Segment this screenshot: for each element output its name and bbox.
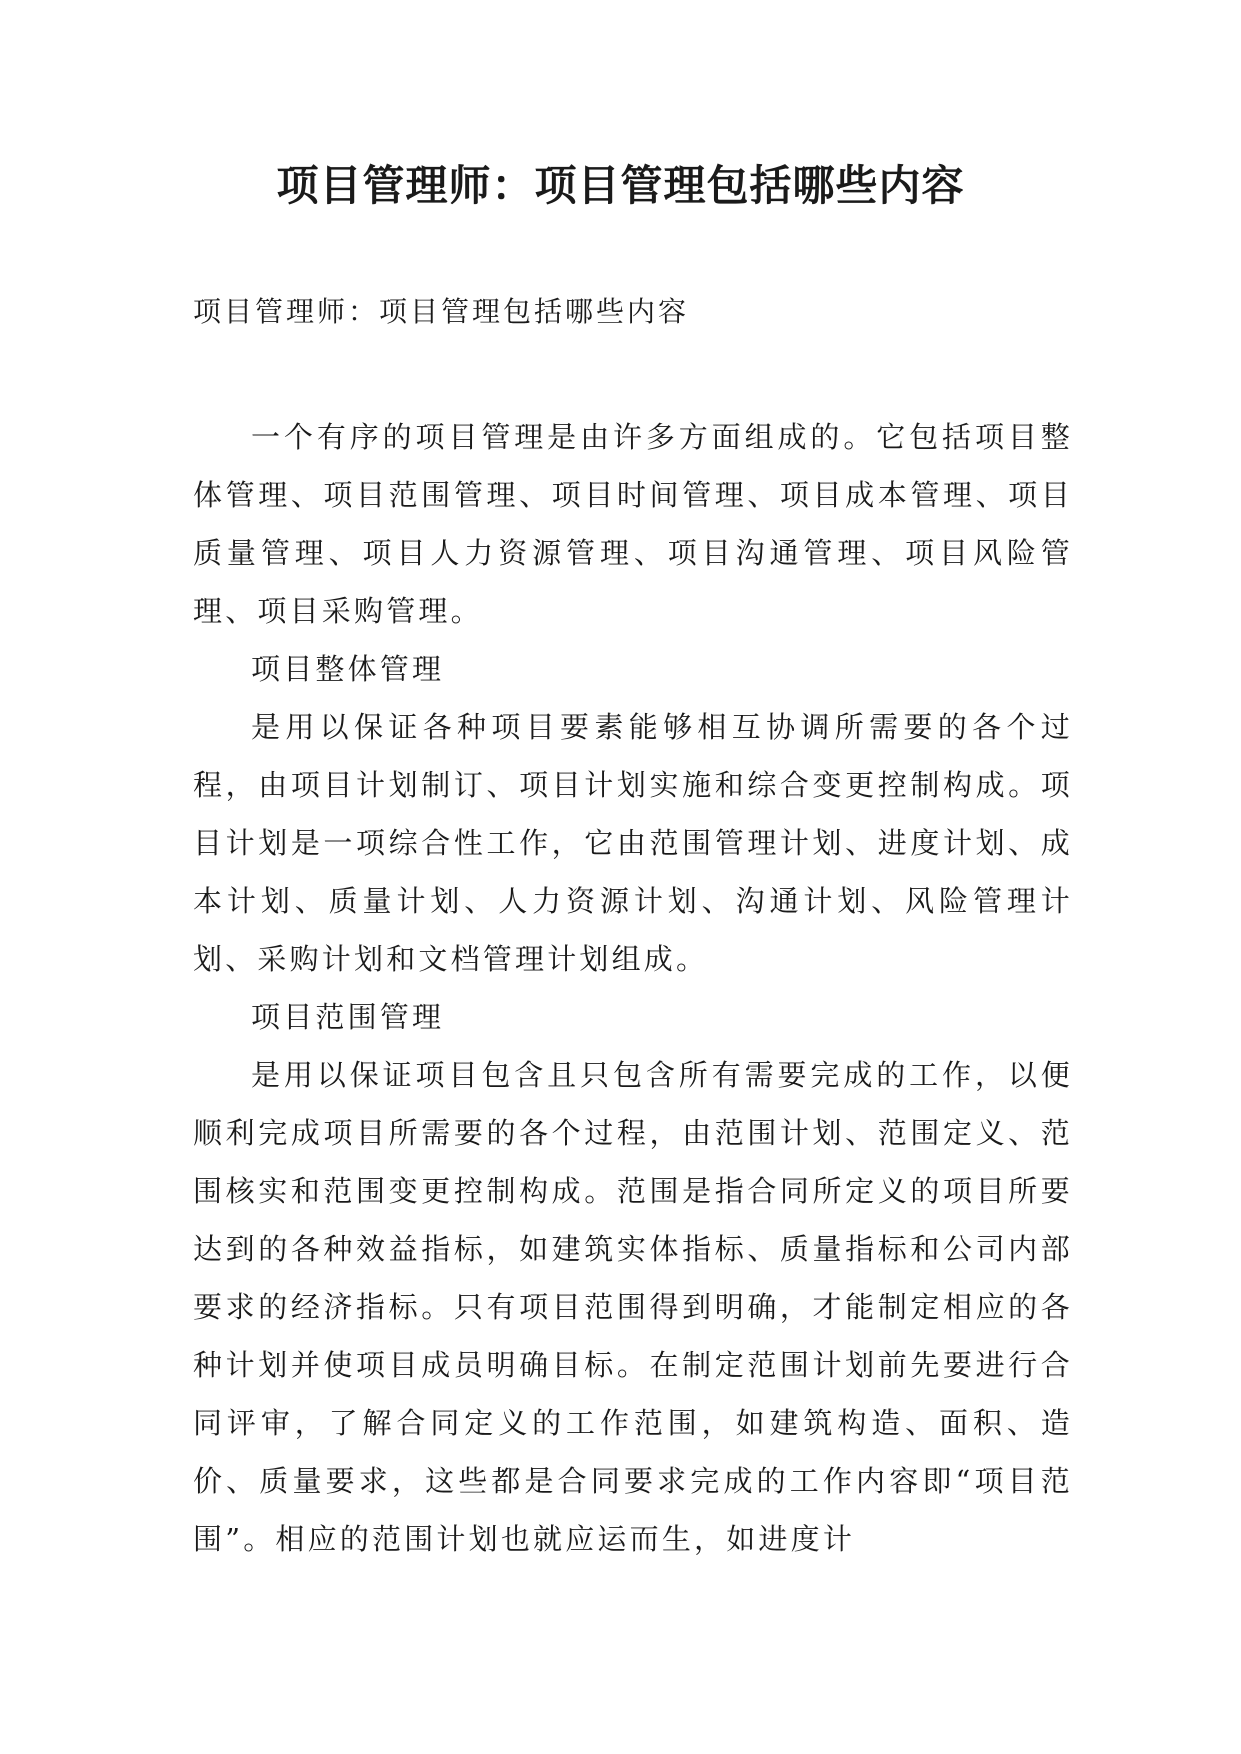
section-body-integration: 是用以保证各种项目要素能够相互协调所需要的各个过程，由项目计划制订、项目计划实施和综合变更控制构成。项目计划是一项综合性工作，它由范围管理计划、进度计划、成本计划、质量计划、人力资源计划、沟通计划、风险管理计划、采购计划和文档管理计划组成。 xyxy=(193,710,1073,976)
document-subtitle: 项目管理师：项目管理包括哪些内容 xyxy=(193,295,690,328)
section-heading-integration: 项目整体管理 xyxy=(251,652,445,686)
section-body-scope: 是用以保证项目包含且只包含所有需要完成的工作，以便顺利完成项目所需要的各个过程，由范围计划、范围定义、范围核实和范围变更控制构成。范围是指合同所定义的项目所要达到的各种效益指标，如建筑实体指标、质量指标和公司内部要求的经济指标。只有项目范围得到明确，才能制定相应的各种计划并使项目成员明确目标。在制定范围计划前先要进行合同评审，了解合同定义的工作范围，如建筑构造、面积、造价、质量要求，这些都是合同要求完成的工作内容即“项目范围”。相应的范围计划也就应运而生，如进度计 xyxy=(193,1058,1073,1556)
document-title: 项目管理师：项目管理包括哪些内容 xyxy=(276,161,965,210)
document-body xyxy=(193,408,1073,1568)
section-heading-scope: 项目范围管理 xyxy=(251,1000,445,1034)
intro-paragraph: 一个有序的项目管理是由许多方面组成的。它包括项目整体管理、项目范围管理、项目时间管理、项目成本管理、项目质量管理、项目人力资源管理、项目沟通管理、项目风险管理、项目采购管理。 xyxy=(193,420,1073,628)
